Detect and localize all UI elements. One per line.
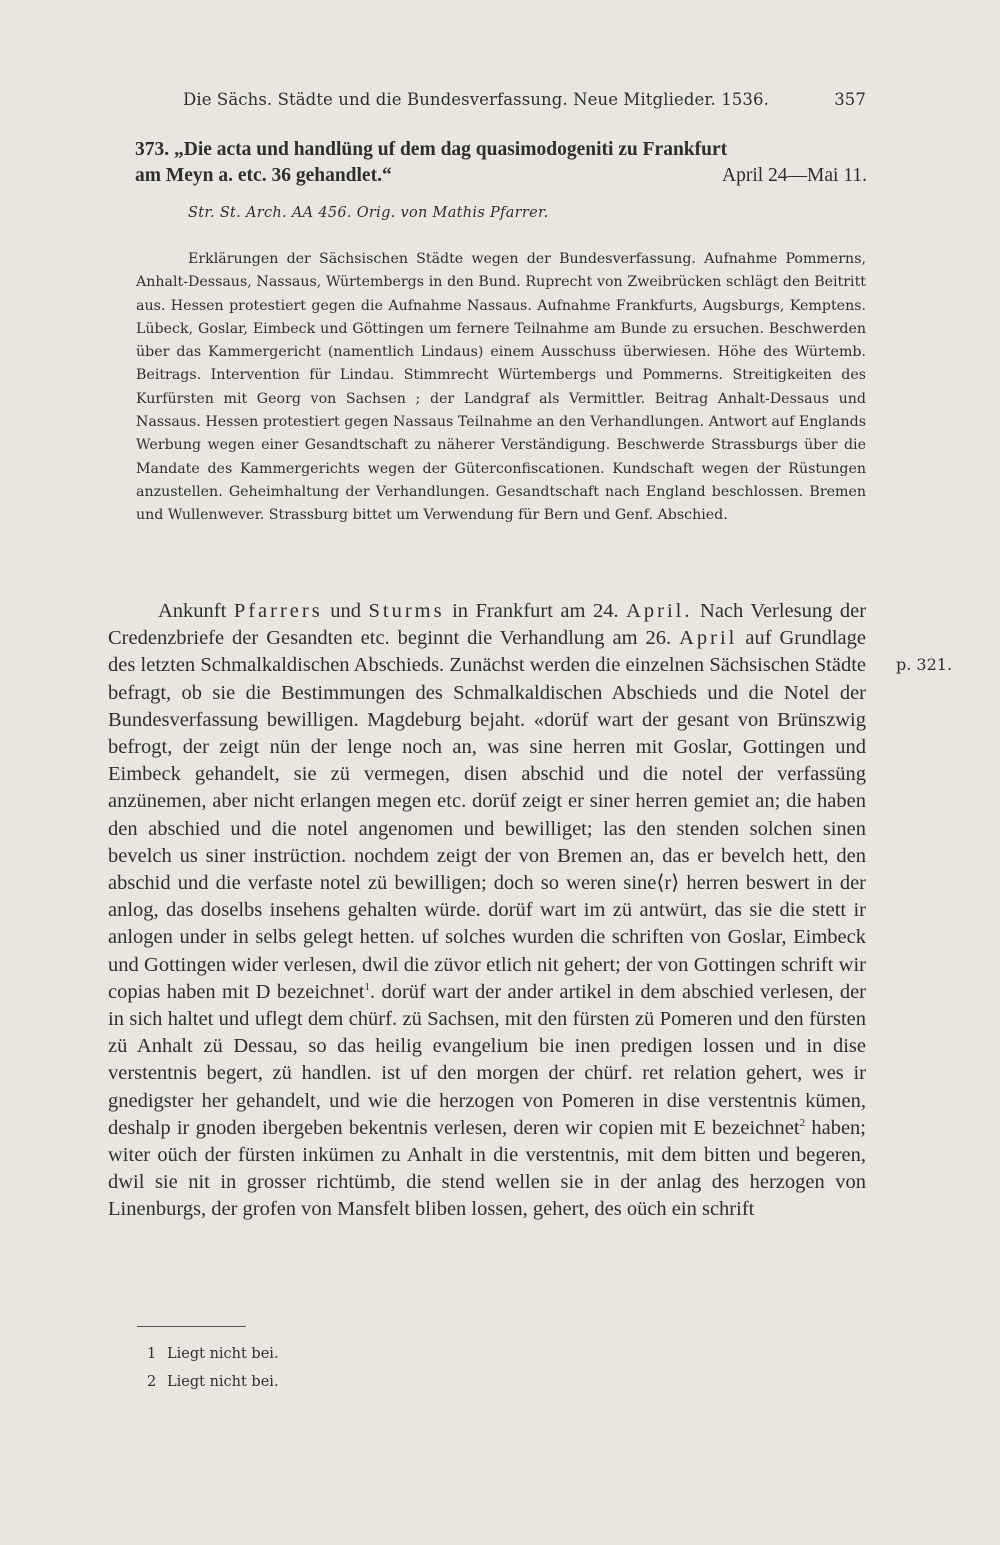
footnote-divider (137, 1326, 246, 1327)
footnotes (147, 1340, 279, 1396)
archive-source: Str. St. Arch. AA 456. Orig. von Mathis Pfarrer. (188, 205, 549, 221)
footnote-ref[interactable]: 1 (364, 981, 370, 994)
footnote-number: 1 (147, 1346, 157, 1362)
text-run: Nach Verlesung der Credenzbriefe der Gesandten etc. beginnt die Verhandlung am 26. (108, 600, 867, 650)
name-sturm: Sturms (368, 600, 445, 622)
document-date: April 24—Mai 11. (722, 165, 867, 186)
text-run: haben; witer oüch der fürsten inkümen zu Anhalt in die verstentnis, mit dem bitten und begeren, dwil sie nit in grosser richtümb, die stend wellen sie in der anlag des herzogen von Linenburgs, der grofen von Mansfelt bliben lossen, gehert, des oüch ein schrift (108, 1116, 866, 1221)
footnote-number: 2 (147, 1374, 157, 1390)
text-run: Ankunft (158, 600, 227, 622)
text-run: . dorüf wart der ander artikel in dem abschied verlesen, der in sich haltet und uflegt dem chürf. zü Sachsen, mit den fürsten zü Pomeren und den fürsten zü Anhalt zü Dessau, so das heilig evangelium bie inen predigen lossen und in dise verstentnis begert, zü handlen. ist uf den morgen der chürf. ret relation gehert, wes ir gnedigster her gehandelt, und wie die herzogen von Pomeren in dise verstentnis kümen, deshalp ir gnoden ibergeben bekentnis verlesen, deren wir copien mit E bezeichnet (108, 980, 866, 1139)
text-run: in Frankfurt am 24. (452, 600, 619, 622)
page-number: 357 (834, 90, 866, 109)
month-april: April. (626, 600, 693, 622)
document-title (135, 137, 867, 189)
footnote (147, 1340, 279, 1368)
text-run: auf Grundlage des letzten Schmalkaldischen Abschieds. Zunächst werden die einzelnen Sächsischen Städte befragt, ob sie die Bestimmungen des Schmalkaldischen Abschieds und die Notel der Bundesverfassung bewilligen. Magdeburg bejaht. «dorüf wart der gesant von Brünszwig befrogt, der zeigt nün der lenge noch an, was sine herren mit Goslar, Gottingen und Eimbeck gehandelt, sie zü vermegen, disen abschid und die notel der verfassüng anzünemen, aber nicht erlangen megen etc. dorüf zeigt er siner herren gemiet an; die haben den abschied und die notel angenomen und bewilliget; las den stenden solchen sinen bevelch us siner instrüction. nochdem zeigt der von Bremen an, das er bevelch hett, den abschid und die verfaste notel zü bewilligen; doch so weren sine⟨r⟩ herren beswert in der anlog, das doselbs insehens gehalten würde. dorüf wart im zü antwürt, das sie die stett ir anlogen under in selbs gelegt hetten. uf solches wurden die schriften von Goslar, Eimbeck und Gottingen wider verlesen, dwil die züvor etlich nit gehert; der von Gottingen schrift wir copias haben mit D bezeichnet (108, 627, 867, 1003)
month-april: April (679, 627, 738, 650)
running-header (183, 90, 866, 109)
summary-block (136, 248, 866, 528)
title-line-1: 373. „Die acta und handlüng uf dem dag quasimodogeniti zu Frankfurt (135, 139, 728, 160)
main-paragraph (108, 598, 866, 1224)
running-title: Die Sächs. Städte und die Bundesverfassung. Neue Mitglieder. 1536. (183, 90, 769, 109)
footnote (147, 1368, 279, 1396)
footnote-text: Liegt nicht bei. (167, 1374, 279, 1390)
title-line-2-row (135, 163, 867, 189)
title-line-2: am Meyn a. etc. 36 gehandlet.“ (135, 165, 392, 186)
footnote-text: Liegt nicht bei. (167, 1346, 279, 1362)
main-text (108, 598, 866, 1224)
name-pfarrer: Pfarrers (233, 600, 323, 622)
margin-page-reference: p. 321. (896, 655, 953, 674)
footnote-ref[interactable]: 2 (799, 1117, 806, 1130)
summary-text: Erklärungen der Sächsischen Städte wegen der Bundesverfassung. Aufnahme Pommerns, Anhalt-Dessaus, Nassaus, Würtembergs in den Bund. Ruprecht von Zweibrücken schlägt den Beitritt aus. Hessen protestiert gegen die Aufnahme Nassaus. Aufnahme Frankfurts, Augsburgs, Kemptens. Lübeck, Goslar, Eimbeck und Göttingen um fernere Teilnahme am Bunde zu ersuchen. Beschwerden über das Kammergericht (namentlich Lindaus) einem Ausschuss überwiesen. Höhe des Würtemb. Beitrags. Intervention für Lindau. Stimmrecht Würtembergs und Pommerns. Streitigkeiten des Kurfürsten mit Georg von Sachsen ; der Landgraf als Vermittler. Beitrag Anhalt-Dessaus und Nassaus. Hessen protestiert gegen Nassaus Teilnahme an den Verhandlungen. Antwort auf Englands Werbung wegen einer Gesandtschaft zu näherer Verständigung. Beschwerde Strassburgs über die Mandate des Kammergerichts wegen der Güterconfiscationen. Kundschaft wegen der Rüstungen anzustellen. Geheimhaltung der Verhandlungen. Gesandtschaft nach England beschlossen. Bremen und Wullenwever. Strassburg bittet um Verwendung für Bern und Genf. Abschied. (136, 251, 866, 524)
text-run: und (330, 600, 361, 622)
